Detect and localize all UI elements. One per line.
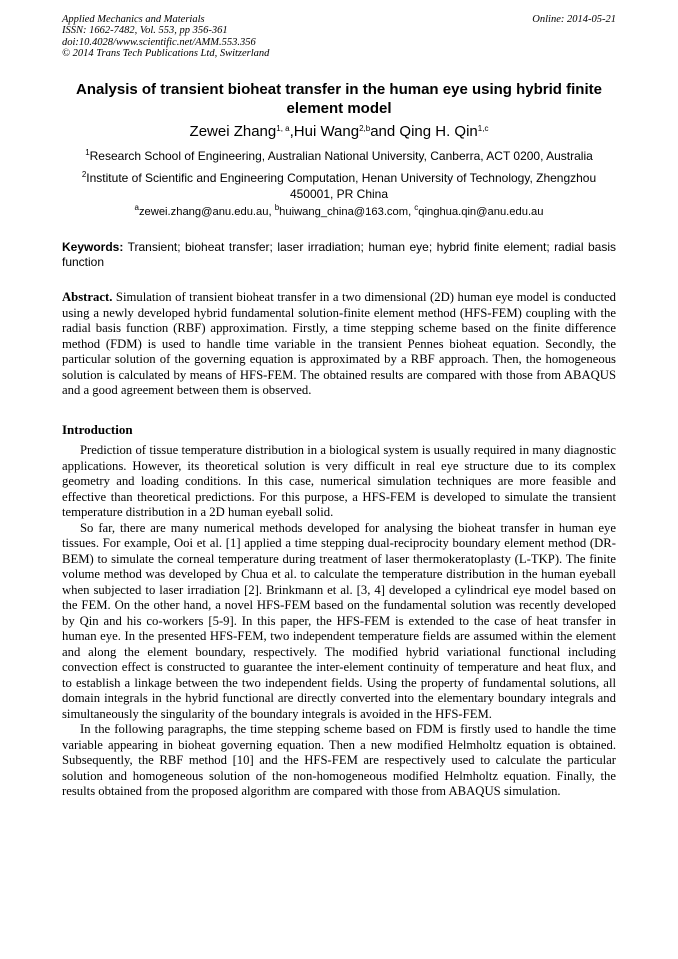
paper-title: Analysis of transient bioheat transfer in the human eye using hybrid finite element model <box>76 81 602 117</box>
author-affiliation-mark: 1,c <box>477 124 489 133</box>
author-name: Hui Wang <box>293 123 360 140</box>
copyright-line: © 2014 Trans Tech Publications Ltd, Switzerland <box>62 48 270 60</box>
keywords-label: Keywords: <box>62 240 124 254</box>
paragraph: Prediction of tissue temperature distribution in a biological system is usually required in many diagnostic applications. However, its theoretical solution is very difficult in real eye structure due to its complex geometry and loading conditions. In this case, numerical simulation techniques are more feasible and effective than theoretical predictions. For this purpose, a HFS-FEM is developed to simulate the transient temperature distribution in a 2D human eyeball solid. <box>62 443 616 519</box>
author-affiliation-mark: 2,b <box>359 124 371 133</box>
abstract <box>62 290 616 399</box>
email-address: zewei.zhang@anu.edu.au <box>138 206 269 218</box>
affiliation-mark: 2 <box>81 170 87 179</box>
paragraph: So far, there are many numerical methods developed for analysing the bioheat transfer in human eye tissues. For example, Ooi et al. [1] applied a time stepping dual-reciprocity boundary element method (DR-BEM) to simulate the corneal temperature during treatment of laser thermokeratoplasty (L-TKP). The finite volume method was developed by Chua et al. to calculate the temperature distribution in the human eyeball when subjected to laser irradiation [2]. Brinkmann et al. [3, 4] developed a cylindrical eye model based on the FEM. On the other hand, a novel HFS-FEM based on the fundamental solution was recently developed by Qin and his co-workers [5-9]. In this paper, the HFS-FEM is extended to the case of heat transfer in human eye. In the presented HFS-FEM, two independent temperature fields are assumed within the element and along the element boundary, respectively. The modified hybrid variational functional including convection effect is constructed to guarantee the inter-element continuity of temperature and heat flux, and to establish a linkage between the two independent fields. Using the property of fundamental solutions, all domain integrals in the hybrid functional are directly converted into the elementary boundary integrals and simultaneously the singularity of the boundary integrals is avoided in the HFS-FEM. <box>62 520 616 721</box>
paragraph: In the following paragraphs, the time stepping scheme based on FDM is firstly used to handle the time variable appearing in bioheat governing equation. Then a new modified Helmholtz equation is obtained. Subsequently, the RBF method [10] and the HFS-FEM are respectively used to calculate the particular solution and homogeneous solution of the non-homogeneous modified Helmholtz equation. Finally, the results obtained from the proposed algorithm are compared with those from ABAQUS simulation. <box>62 722 616 798</box>
author-name: Zewei Zhang <box>189 123 277 140</box>
author-affiliation-mark: 1, a <box>276 124 290 133</box>
issn-line: ISSN: 1662-7482, Vol. 553, pp 356-361 <box>62 25 228 37</box>
keywords-text: Transient; bioheat transfer; laser irradiation; human eye; hybrid finite element; radial basis function <box>62 240 616 269</box>
affiliation <box>62 170 616 202</box>
email-mark: a <box>134 203 139 212</box>
keywords <box>62 240 616 270</box>
affiliation-text: Institute of Scientific and Engineering Computation, Henan University of Technology, Zhengzhou 450001, PR China <box>86 171 597 201</box>
doi-line: doi:10.4028/www.scientific.net/AMM.553.356 <box>62 36 256 48</box>
affiliation <box>62 148 616 164</box>
journal-header <box>62 14 269 60</box>
email-list: $^a$zewei.zhang@anu.edu.au, $^b$huiwang_china@163.com, $^c$qinghua.qin@anu.edu.au <box>134 203 544 218</box>
email-mark: c <box>414 203 419 212</box>
online-date: Online: 2014-05-21 <box>532 14 616 25</box>
author-name: Qing H. Qin <box>399 123 478 140</box>
introduction-body <box>62 443 616 800</box>
journal-name: Applied Mechanics and Materials <box>62 14 205 25</box>
email-address: huiwang_china@163.com <box>279 206 409 218</box>
abstract-text: Simulation of transient bioheat transfer in a two dimensional (2D) human eye model is conducted using a newly developed hybrid fundamental solution-finite element method (HFS-FEM) coupling with the radial basis function (RBF) approximation. Firstly, a time stepping scheme based on the finite difference method (FDM) is used to handle time variable in the transient Pennes bioheat equation. Secondly, the particular solution of the governing equation is approximated by a RBF approach. Then, the homogeneous solution is calculated by means of HFS-FEM. The obtained results are compared with those from ABAQUS and a good agreement between them is observed. <box>62 290 616 397</box>
affiliation-text: Research School of Engineering, Australian National University, Canberra, ACT 0200, Australia <box>89 149 593 163</box>
abstract-label: Abstract. <box>62 290 113 304</box>
section-heading: Introduction <box>62 422 133 437</box>
email-address: qinghua.qin@anu.edu.au <box>418 206 544 218</box>
email-mark: b <box>274 203 280 212</box>
affiliation-mark: 1 <box>85 148 90 157</box>
author-list: Zewei Zhang$^{1, a}$,Hui Wang$^{2,b}$and Qing H. Qin$^{1,c}$ <box>189 123 489 140</box>
